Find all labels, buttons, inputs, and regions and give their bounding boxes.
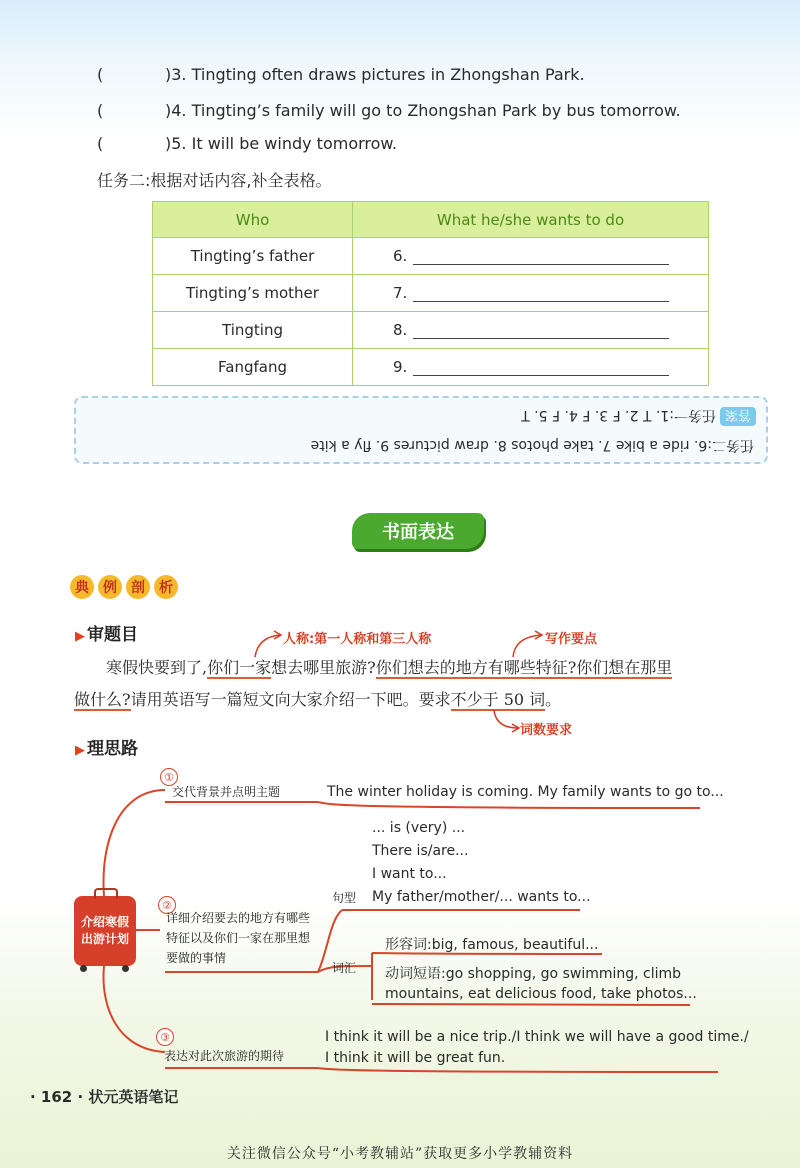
blank-number: 8. (393, 321, 408, 339)
sentence-pattern: There is/are... (372, 843, 469, 859)
prompt-underline-points: 做什么? (74, 690, 131, 709)
branch-1-text: The winter holiday is coming. My family wants to go to... (327, 784, 724, 800)
branch-1-label: 交代背景并点明主题 (172, 785, 281, 799)
section-banner: 书面表达 (352, 513, 484, 549)
table-header-what: What he/she wants to do (353, 202, 709, 238)
branch-number-2: ② (158, 896, 176, 914)
mindmap-center-suitcase (74, 896, 136, 966)
branch-number-3: ③ (156, 1028, 174, 1046)
answer-paren: ( (97, 134, 104, 153)
blank-number: 6. (393, 247, 408, 265)
sentence-pattern: My father/mother/... wants to... (372, 889, 591, 905)
prompt-text: 寒假快要到了, (106, 658, 208, 677)
branch-3-label: 表达对此次旅游的期待 (164, 1049, 285, 1063)
prompt-underline-words: 不少于 50 词 (450, 690, 546, 709)
question-text: Tingting’s family will go to Zhongshan Park by bus tomorrow. (191, 101, 681, 120)
badge-char: 典 (70, 575, 94, 599)
prompt-text: 想去哪里旅游? (271, 658, 376, 677)
answer-tag: 答案 (720, 407, 756, 426)
suitcase-wheel-icon (122, 965, 129, 972)
branch-3-text-2: I think it will be great fun. (325, 1050, 506, 1066)
question-number: )3. (165, 65, 187, 84)
blank-number: 7. (393, 284, 408, 302)
note-points: 写作要点 (545, 632, 598, 647)
vocab-verb-phrases-cont: mountains, eat delicious food, take photos... (385, 986, 697, 1002)
task2-title: 任务二:根据对话内容,补全表格。 (97, 171, 332, 190)
question-number: )5. (165, 134, 187, 153)
prompt-underline-person: 你们一家 (207, 658, 272, 677)
table-cell-who: Tingting’s mother (153, 275, 353, 312)
table-header-who: Who (153, 202, 353, 238)
answer-paren: ( (97, 65, 104, 84)
prompt-text: 请用英语写一篇短文向大家介绍一下吧。要求 (130, 690, 451, 709)
table-cell-who: Fangfang (153, 349, 353, 386)
branch-2-label: 详细介绍要去的地方有哪些特征以及你们一家在那里想要做的事情 (166, 911, 311, 965)
blank-number: 9. (393, 358, 408, 376)
answer-line-2: 任务二:6. ride a bike 7. take photos 8. draw pictures 9. fly a kite (310, 437, 754, 453)
vocab-verb-phrases: 动词短语:go shopping, go swimming, climb (385, 966, 682, 982)
branch-number-1: ① (160, 768, 178, 786)
sentence-pattern: I want to... (372, 866, 447, 882)
table-cell-who: Tingting’s father (153, 238, 353, 275)
vocab-label: 词汇 (332, 961, 357, 975)
footer-note: 关注微信公众号“小考教辅站”获取更多小学教辅资料 (226, 1146, 574, 1162)
badge-char: 例 (98, 575, 122, 599)
prompt-text: 。 (545, 690, 562, 709)
badge-char: 析 (154, 575, 178, 599)
note-words: 词数要求 (520, 723, 573, 738)
question-number: )4. (165, 101, 187, 120)
note-person: 人称:第一人称和第三人称 (283, 632, 432, 647)
vocab-adjectives: 形容词:big, famous, beautiful... (385, 937, 599, 953)
table-cell-who: Tingting (153, 312, 353, 349)
badge-char: 剖 (126, 575, 150, 599)
suitcase-wheel-icon (80, 965, 87, 972)
question-text: Tingting often draws pictures in Zhongshan Park. (191, 65, 585, 84)
mindmap-center-text: 介绍寒假出游计划 (81, 915, 130, 946)
answer-line-1: 任务一:1. T 2. F 3. F 4. F 5. T (521, 407, 716, 423)
section-heading-text: 理思路 (87, 739, 138, 759)
prompt-underline-points: 你们想去的地方有哪些特征?你们想在那里 (375, 658, 673, 677)
sentence-label: 句型 (332, 891, 357, 905)
triangle-icon: ▶ (75, 743, 85, 758)
question-text: It will be windy tomorrow. (191, 134, 398, 153)
sentence-pattern: ... is (very) ... (372, 820, 466, 836)
answer-paren: ( (97, 101, 104, 120)
branch-3-text-1: I think it will be a nice trip./I think we will have a good time./ (325, 1029, 749, 1045)
section-heading-text: 审题目 (87, 625, 138, 645)
triangle-icon: ▶ (75, 629, 85, 644)
page-number: · 162 · 状元英语笔记 (30, 1088, 179, 1106)
